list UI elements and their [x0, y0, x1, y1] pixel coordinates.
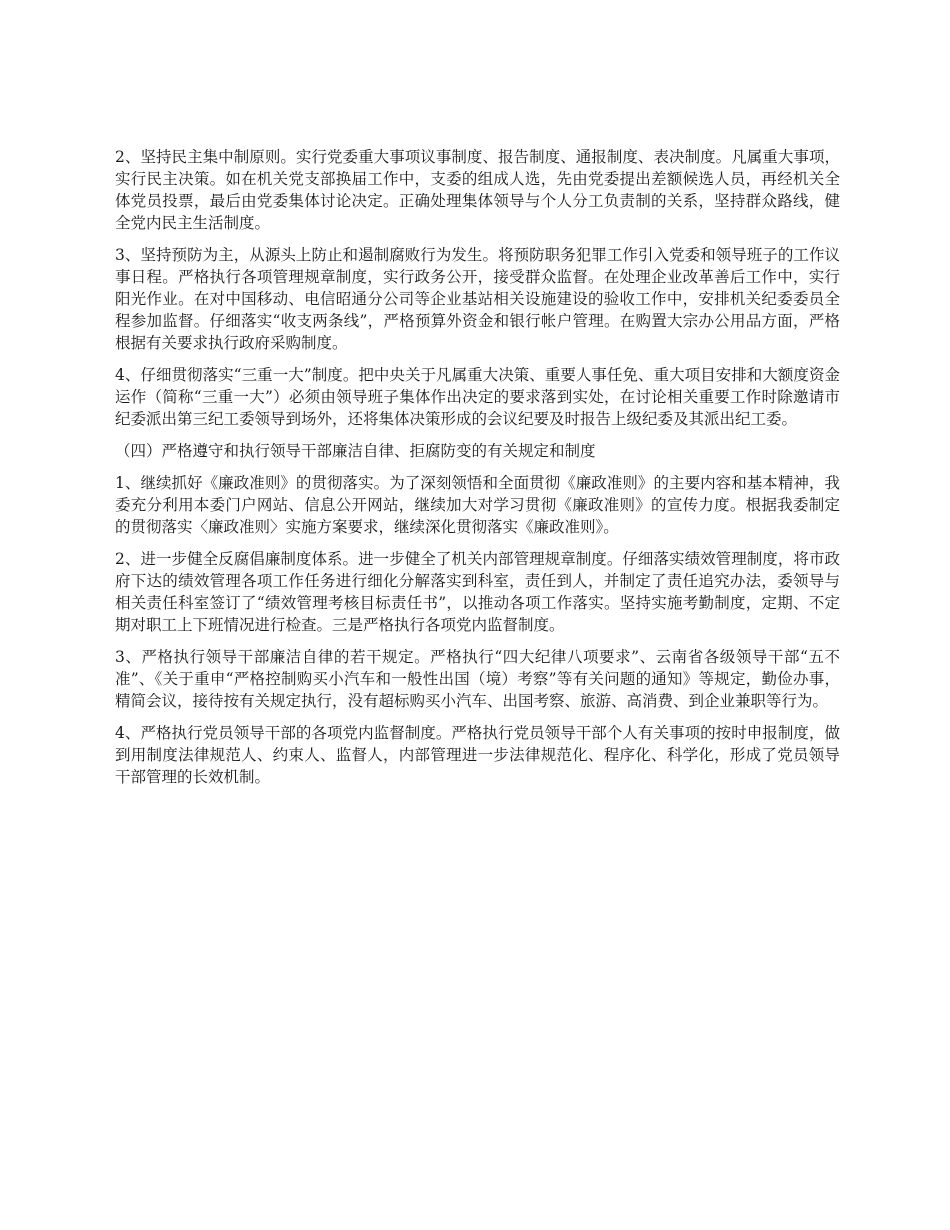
- paragraph-democratic-centralism: 2、坚持民主集中制原则。实行党委重大事项议事制度、报告制度、通报制度、表决制度。凡属重大事项，实行民主决策。如在机关党支部换届工作中，支委的组成人选，先由党委提出差额候选人员，再经机关全体党员投票，最后由党委集体讨论决定。正确处理集体领导与个人分工负责制的关系，坚持群众路线，健全党内民主生活制度。: [115, 148, 840, 232]
- paragraph-integrity-code: 1、继续抓好《廉政准则》的贯彻落实。为了深刻领悟和全面贯彻《廉政准则》的主要内容和基本精神，我委充分利用本委门户网站、信息公开网站，继续加大对学习贯彻《廉政准则》的宣传力度。根据我委制定的贯彻落实〈廉政准则〉实施方案要求，继续深化贯彻落实《廉政准则》。: [115, 474, 840, 536]
- paragraph-three-important-one-large: 4、仔细贯彻落实“三重一大”制度。把中央关于凡属重大决策、重要人事任免、重大项目安排和大额度资金运作（简称“三重一大”）必须由领导班子集体作出决定的要求落到实处，在讨论相关重要工作时除邀请市纪委派出第三纪工委领导到场外，还将集体决策形成的会议纪要及时报告上级纪委及其派出纪工委。: [115, 366, 840, 428]
- paragraph-party-supervision: 4、严格执行党员领导干部的各项党内监督制度。严格执行党员领导干部个人有关事项的按时申报制度，做到用制度法律规范人、约束人、监督人，内部管理进一步法律规范化、程序化、科学化，形成了党员领导干部管理的长效机制。: [115, 724, 840, 786]
- paragraph-self-discipline-rules: 3、严格执行领导干部廉洁自律的若干规定。严格执行“四大纪律八项要求”、云南省各级领导干部“五不准”、《关于重申“严格控制购买小汽车和一般性出国（境）考察”等有关问题的通知》等规定，勤俭办事，精简会议，接待按有关规定执行，没有超标购买小汽车、出国考察、旅游、高消费、到企业兼职等行为。: [115, 648, 840, 710]
- section-heading-four: （四）严格遵守和执行领导干部廉洁自律、拒腐防变的有关规定和制度: [115, 442, 596, 460]
- document-body: [115, 146, 840, 798]
- paragraph-prevention-first: 3、坚持预防为主，从源头上防止和遏制腐败行为发生。将预防职务犯罪工作引入党委和领导班子的工作议事日程。严格执行各项管理规章制度，实行政务公开，接受群众监督。在处理企业改革善后工作中，实行阳光作业。在对中国移动、电信昭通分公司等企业基站相关设施建设的验收工作中，安排机关纪委委员全程参加监督。仔细落实“收支两条线”，严格预算外资金和银行帐户管理。在购置大宗办公用品方面，严格根据有关要求执行政府采购制度。: [115, 246, 840, 352]
- paragraph-anti-corruption-system: 2、进一步健全反腐倡廉制度体系。进一步健全了机关内部管理规章制度。仔细落实绩效管理制度，将市政府下达的绩效管理各项工作任务进行细化分解落实到科室，责任到人，并制定了责任追究办法，委领导与相关责任科室签订了“绩效管理考核目标责任书”，以推动各项工作落实。坚持实施考勤制度，定期、不定期对职工上下班情况进行检查。三是严格执行各项党内监督制度。: [115, 550, 840, 634]
